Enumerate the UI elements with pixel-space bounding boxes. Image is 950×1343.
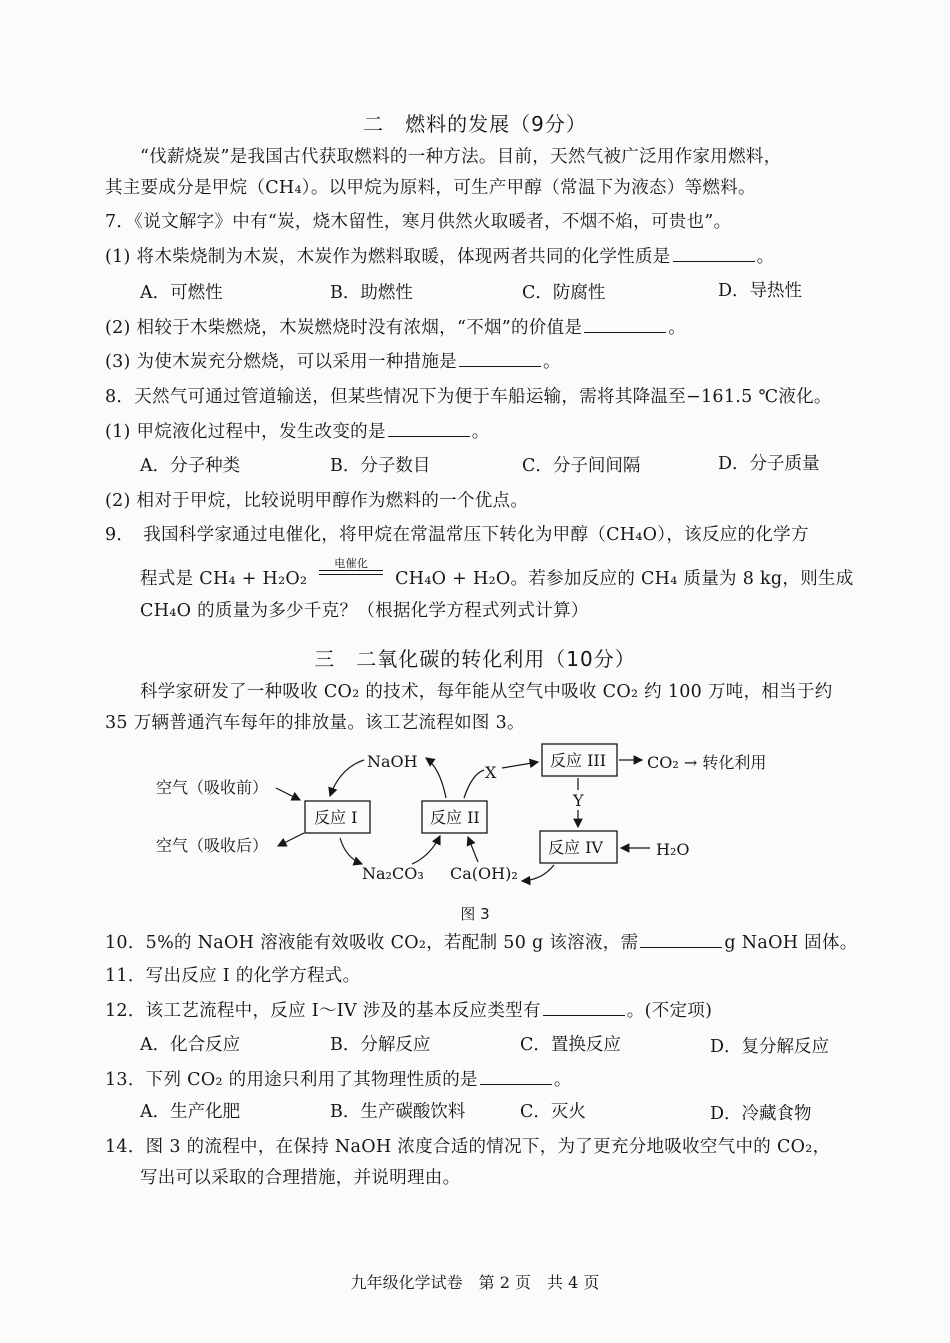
reaction-3-label: 反应 III xyxy=(550,751,607,770)
reaction-condition-arrow: 电催化 xyxy=(319,564,383,584)
q12-option-a: A．化合反应 xyxy=(140,1035,241,1055)
q10: 10．5%的 NaOH 溶液能有效吸收 CO₂，若配制 50 g 该溶液，需 g NaOH 固体。 xyxy=(105,933,858,953)
x-from-reaction-2-arrow xyxy=(464,770,484,798)
q7-option-d: D．导热性 xyxy=(718,281,803,301)
section-2-intro-line-2: 其主要成分是甲烷（CH₄）。以甲烷为原料，可生产甲醇（常温下为液态）等燃料。 xyxy=(105,178,756,198)
caoh2-to-reaction-2-arrow xyxy=(468,837,478,862)
q7-part-2: (2) 相较于木柴燃烧，木炭燃烧时没有浓烟，“不烟”的价值是 。 xyxy=(105,318,687,338)
q7-option-a: A．可燃性 xyxy=(140,283,223,303)
q8-part-1: (1) 甲烷液化过程中，发生改变的是 。 xyxy=(105,422,490,442)
q13-option-d: D．冷藏食物 xyxy=(710,1104,812,1124)
q9-line-3: CH₄O 的质量为多少千克？（根据化学方程式列式计算） xyxy=(140,601,589,621)
na2co3-to-reaction-2-arrow xyxy=(412,836,440,864)
section-2-intro-line-1: “伐薪烧炭”是我国古代获取燃料的一种方法。目前，天然气被广泛用作家用燃料， xyxy=(140,147,782,167)
q9-line-1: 9． 我国科学家通过电催化，将甲烷在常温常压下转化为甲醇（CH₄O），该反应的化学方 xyxy=(105,525,809,545)
naoh-label: NaOH xyxy=(367,752,418,771)
section-2-heading: 二 燃料的发展（9分） xyxy=(363,112,587,136)
reaction-2-label: 反应 II xyxy=(430,808,480,827)
q12: 12．该工艺流程中，反应 I～IV 涉及的基本反应类型有 。(不定项) xyxy=(105,1001,713,1021)
caoh2-label: Ca(OH)₂ xyxy=(450,864,518,883)
air-out-label: 空气（吸收后） xyxy=(156,836,269,855)
section-3-heading: 三 二氧化碳的转化利用（10分） xyxy=(314,647,636,671)
q7-option-c: C．防腐性 xyxy=(522,283,606,303)
answer-blank[interactable] xyxy=(459,350,541,367)
q7-part-3: (3) 为使木炭充分燃烧，可以采用一种措施是 。 xyxy=(105,352,561,372)
reaction-4-label: 反应 IV xyxy=(548,838,603,857)
q8-option-b: B．分子数目 xyxy=(330,456,431,476)
answer-blank[interactable] xyxy=(673,245,755,262)
q8-stem: 8．天然气可通过管道输送，但某些情况下为便于车船运输，需将其降温至−161.5 ℃液化。 xyxy=(105,387,832,407)
q8-part-2: (2) 相对于甲烷，比较说明甲醇作为燃料的一个优点。 xyxy=(105,491,529,511)
answer-blank[interactable] xyxy=(640,931,722,948)
q12-option-d: D．复分解反应 xyxy=(710,1037,830,1057)
answer-blank[interactable] xyxy=(388,420,470,437)
page-footer: 九年级化学试卷 第 2 页 共 4 页 xyxy=(350,1273,600,1292)
q13-option-a: A．生产化肥 xyxy=(140,1102,241,1122)
na2co3-label: Na₂CO₃ xyxy=(362,864,424,883)
process-flow-diagram xyxy=(150,738,830,898)
y-label: Y xyxy=(573,791,584,810)
air-out-arrow xyxy=(278,833,304,846)
answer-blank[interactable] xyxy=(480,1068,552,1085)
q7-option-b: B．助燃性 xyxy=(330,283,413,303)
q9-line-2: 程式是 CH₄ + H₂O₂ 电催化 CH₄O + H₂O。若参加反应的 CH₄ 质量为 8 kg，则生成 xyxy=(140,557,854,589)
q14-line-2: 写出可以采取的合理措施，并说明理由。 xyxy=(140,1168,461,1188)
q8-option-c: C．分子间间隔 xyxy=(522,456,641,476)
naoh-from-reaction-2-arrow xyxy=(426,758,446,798)
na2co3-from-reaction-1-arrow xyxy=(340,838,362,864)
q7-part-1: (1) 将木柴烧制为木炭，木炭作为燃料取暖，体现两者共同的化学性质是 。 xyxy=(105,247,775,267)
answer-blank[interactable] xyxy=(584,316,666,333)
q13-option-b: B．生产碳酸饮料 xyxy=(330,1102,466,1122)
co2-use-label: CO₂ → 转化利用 xyxy=(647,753,767,772)
q8-option-d: D．分子质量 xyxy=(718,454,820,474)
air-in-label: 空气（吸收前） xyxy=(156,778,269,797)
figure-caption: 图 3 xyxy=(460,905,490,923)
q13-option-c: C．灭火 xyxy=(520,1102,586,1122)
air-in-arrow xyxy=(276,788,300,800)
q12-option-b: B．分解反应 xyxy=(330,1035,431,1055)
q13: 13．下列 CO₂ 的用途只利用了其物理性质的是 。 xyxy=(105,1070,572,1090)
naoh-to-reaction-1-arrow xyxy=(330,760,364,796)
q12-option-c: C．置换反应 xyxy=(520,1035,621,1055)
q7-stem: 7．《说文解字》中有“炭，烧木留性，寒月供然火取暖者，不烟不焰，可贵也”。 xyxy=(105,212,732,232)
reaction-1-label: 反应 I xyxy=(314,808,358,827)
q11: 11．写出反应 I 的化学方程式。 xyxy=(105,966,361,986)
caoh2-from-reaction-4-arrow xyxy=(522,865,554,881)
answer-blank[interactable] xyxy=(543,999,625,1016)
section-3-intro-line-2: 35 万辆普通汽车每年的排放量。该工艺流程如图 3。 xyxy=(105,713,525,733)
section-3-intro-line-1: 科学家研发了一种吸收 CO₂ 的技术，每年能从空气中吸收 CO₂ 约 100 万吨，相当于约 xyxy=(140,682,833,702)
q14-line-1: 14．图 3 的流程中，在保持 NaOH 浓度合适的情况下，为了更充分地吸收空气中的 CO₂， xyxy=(105,1137,831,1157)
q8-option-a: A．分子种类 xyxy=(140,456,241,476)
h2o-label: H₂O xyxy=(656,840,690,859)
x-to-reaction-3-arrow xyxy=(502,762,538,768)
x-label: X xyxy=(485,763,497,782)
